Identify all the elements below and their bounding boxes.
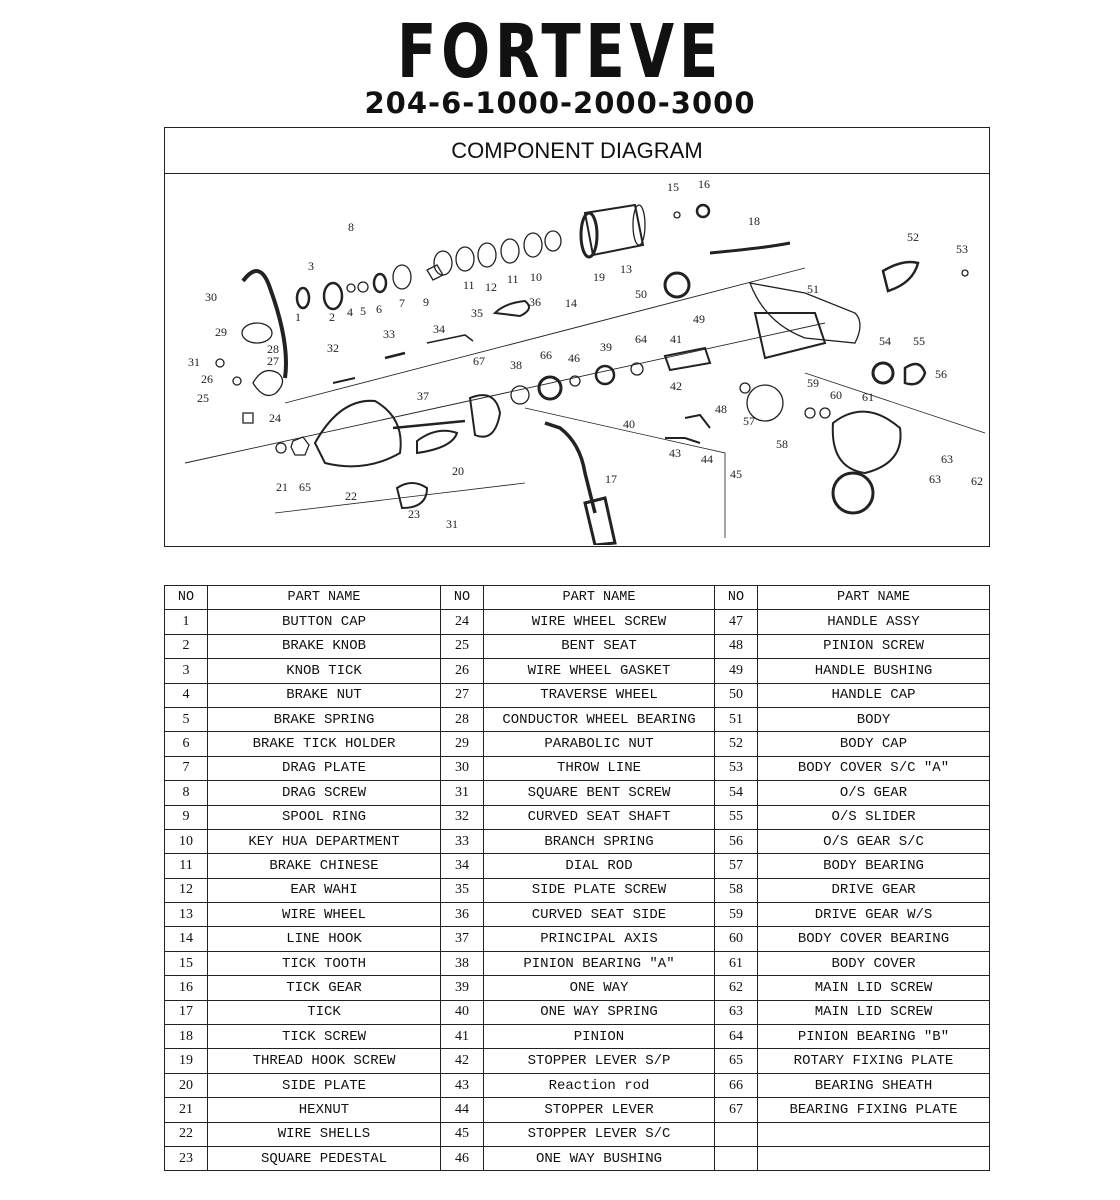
diagram-label: 20 (452, 464, 464, 478)
part-number-cell: 12 (165, 878, 208, 902)
diagram-label: 64 (635, 332, 647, 346)
part-number-cell: 44 (441, 1098, 484, 1122)
part-name-cell: WIRE WHEEL GASKET (484, 659, 715, 683)
table-row (165, 829, 990, 853)
diagram-label: 39 (600, 340, 612, 354)
part-name-cell: SIDE PLATE SCREW (484, 878, 715, 902)
diagram-label: 45 (730, 467, 742, 481)
diagram-label: 52 (907, 230, 919, 244)
part-name-cell: O/S SLIDER (758, 805, 990, 829)
part-name-cell: DIAL ROD (484, 854, 715, 878)
part-name-cell: STOPPER LEVER (484, 1098, 715, 1122)
diagram-label: 24 (269, 411, 281, 425)
diagram-label: 5 (360, 304, 366, 318)
part-number-cell: 67 (715, 1098, 758, 1122)
diagram-label: 55 (913, 334, 925, 348)
diagram-title: COMPONENT DIAGRAM (165, 128, 989, 174)
diagram-label: 7 (399, 296, 405, 310)
part-number-cell: 16 (165, 976, 208, 1000)
part-number-cell: 3 (165, 659, 208, 683)
part-number-cell: 20 (165, 1073, 208, 1097)
part-name-cell: EAR WAHI (208, 878, 441, 902)
table-row (165, 1146, 990, 1170)
part-number-cell: 42 (441, 1049, 484, 1073)
diagram-label: 58 (776, 437, 788, 451)
diagram-label: 41 (670, 332, 682, 346)
table-row (165, 707, 990, 731)
table-row (165, 781, 990, 805)
diagram-label: 63 (929, 472, 941, 486)
column-header-no: NO (441, 586, 484, 610)
part-name-cell: DRIVE GEAR W/S (758, 903, 990, 927)
exploded-view-drawing (165, 173, 988, 545)
part-number-cell: 10 (165, 829, 208, 853)
part-number-cell: 37 (441, 927, 484, 951)
part-name-cell: BEARING FIXING PLATE (758, 1098, 990, 1122)
part-name-cell (758, 1122, 990, 1146)
part-number-cell: 30 (441, 756, 484, 780)
part-number-cell: 51 (715, 707, 758, 731)
diagram-label: 22 (345, 489, 357, 503)
part-number-cell (715, 1146, 758, 1170)
part-number-cell: 54 (715, 781, 758, 805)
part-name-cell: CURVED SEAT SHAFT (484, 805, 715, 829)
part-name-cell: PINION SCREW (758, 634, 990, 658)
part-number-cell: 48 (715, 634, 758, 658)
model-numbers: 204-6-1000-2000-3000 (364, 86, 756, 120)
diagram-label: 56 (935, 367, 947, 381)
part-number-cell: 32 (441, 805, 484, 829)
part-number-cell: 15 (165, 951, 208, 975)
part-number-cell: 18 (165, 1025, 208, 1049)
part-name-cell: BODY CAP (758, 732, 990, 756)
diagram-label: 46 (568, 351, 580, 365)
part-number-cell: 2 (165, 634, 208, 658)
part-number-cell: 4 (165, 683, 208, 707)
diagram-label: 37 (417, 389, 429, 403)
table-header-row (165, 586, 990, 610)
brand-logo: FORTEVE (396, 9, 724, 95)
table-row (165, 732, 990, 756)
part-number-cell: 21 (165, 1098, 208, 1122)
part-name-cell: TICK TOOTH (208, 951, 441, 975)
part-name-cell: TICK (208, 1000, 441, 1024)
part-number-cell: 36 (441, 903, 484, 927)
component-diagram-panel (164, 127, 990, 547)
table-row (165, 634, 990, 658)
table-row (165, 1049, 990, 1073)
table-row (165, 610, 990, 634)
part-name-cell: WIRE WHEEL SCREW (484, 610, 715, 634)
table-row (165, 756, 990, 780)
diagram-label: 63 (941, 452, 953, 466)
part-number-cell: 13 (165, 903, 208, 927)
diagram-label: 1 (295, 310, 301, 324)
column-header-no: NO (715, 586, 758, 610)
part-number-cell: 8 (165, 781, 208, 805)
part-number-cell: 60 (715, 927, 758, 951)
part-number-cell: 9 (165, 805, 208, 829)
column-header-part-name: PART NAME (758, 586, 990, 610)
part-number-cell: 40 (441, 1000, 484, 1024)
part-name-cell: HANDLE BUSHING (758, 659, 990, 683)
part-name-cell: PARABOLIC NUT (484, 732, 715, 756)
part-name-cell: SPOOL RING (208, 805, 441, 829)
part-name-cell: SQUARE BENT SCREW (484, 781, 715, 805)
part-name-cell: LINE HOOK (208, 927, 441, 951)
part-number-cell: 7 (165, 756, 208, 780)
part-number-cell: 19 (165, 1049, 208, 1073)
part-name-cell: DRIVE GEAR (758, 878, 990, 902)
part-number-cell: 28 (441, 707, 484, 731)
diagram-label: 67 (473, 354, 485, 368)
diagram-label: 49 (693, 312, 705, 326)
diagram-label: 26 (201, 372, 213, 386)
diagram-label: 53 (956, 242, 968, 256)
part-name-cell: HEXNUT (208, 1098, 441, 1122)
diagram-label: 59 (807, 376, 819, 390)
diagram-label: 16 (698, 177, 710, 191)
part-number-cell: 45 (441, 1122, 484, 1146)
part-name-cell: SQUARE PEDESTAL (208, 1146, 441, 1170)
part-name-cell: ONE WAY SPRING (484, 1000, 715, 1024)
diagram-label: 36 (529, 295, 541, 309)
part-number-cell: 1 (165, 610, 208, 634)
part-number-cell: 39 (441, 976, 484, 1000)
diagram-label: 35 (471, 306, 483, 320)
part-name-cell: TRAVERSE WHEEL (484, 683, 715, 707)
part-number-cell: 25 (441, 634, 484, 658)
part-name-cell: SIDE PLATE (208, 1073, 441, 1097)
part-name-cell: WIRE SHELLS (208, 1122, 441, 1146)
diagram-label: 17 (605, 472, 617, 486)
part-number-cell: 38 (441, 951, 484, 975)
part-name-cell: BODY BEARING (758, 854, 990, 878)
diagram-label: 11 (507, 272, 519, 286)
part-number-cell: 52 (715, 732, 758, 756)
table-row (165, 976, 990, 1000)
diagram-label: 54 (879, 334, 891, 348)
part-number-cell: 53 (715, 756, 758, 780)
part-name-cell: CURVED SEAT SIDE (484, 903, 715, 927)
part-name-cell: MAIN LID SCREW (758, 976, 990, 1000)
part-number-cell: 50 (715, 683, 758, 707)
diagram-label: 34 (433, 322, 445, 336)
part-name-cell: BODY (758, 707, 990, 731)
part-number-cell: 46 (441, 1146, 484, 1170)
part-number-cell: 27 (441, 683, 484, 707)
diagram-label: 13 (620, 262, 632, 276)
table-row (165, 878, 990, 902)
part-number-cell: 65 (715, 1049, 758, 1073)
part-number-cell: 29 (441, 732, 484, 756)
diagram-label: 32 (327, 341, 339, 355)
diagram-label: 62 (971, 474, 983, 488)
part-number-cell: 41 (441, 1025, 484, 1049)
table-row (165, 1122, 990, 1146)
part-name-cell: BRAKE TICK HOLDER (208, 732, 441, 756)
part-number-cell: 22 (165, 1122, 208, 1146)
diagram-label: 21 (276, 480, 288, 494)
diagram-label: 43 (669, 446, 681, 460)
part-name-cell: BODY COVER S/C "A" (758, 756, 990, 780)
part-number-cell (715, 1122, 758, 1146)
part-number-cell: 59 (715, 903, 758, 927)
part-name-cell: TICK GEAR (208, 976, 441, 1000)
diagram-label: 61 (862, 390, 874, 404)
part-number-cell: 56 (715, 829, 758, 853)
part-number-cell: 63 (715, 1000, 758, 1024)
part-name-cell (758, 1146, 990, 1170)
column-header-part-name: PART NAME (208, 586, 441, 610)
part-name-cell: HANDLE ASSY (758, 610, 990, 634)
part-name-cell: MAIN LID SCREW (758, 1000, 990, 1024)
part-number-cell: 5 (165, 707, 208, 731)
part-name-cell: PRINCIPAL AXIS (484, 927, 715, 951)
part-number-cell: 62 (715, 976, 758, 1000)
part-name-cell: PINION BEARING "A" (484, 951, 715, 975)
diagram-label: 18 (748, 214, 760, 228)
table-row (165, 1000, 990, 1024)
diagram-label: 28 (267, 342, 279, 356)
table-row (165, 1073, 990, 1097)
table-row (165, 1025, 990, 1049)
diagram-label: 29 (215, 325, 227, 339)
table-row (165, 659, 990, 683)
diagram-label: 4 (347, 305, 353, 319)
part-name-cell: BODY COVER (758, 951, 990, 975)
diagram-label: 31 (188, 355, 200, 369)
diagram-label: 50 (635, 287, 647, 301)
part-number-cell: 55 (715, 805, 758, 829)
diagram-label: 27 (267, 354, 279, 368)
diagram-label: 30 (205, 290, 217, 304)
diagram-label: 33 (383, 327, 395, 341)
part-number-cell: 35 (441, 878, 484, 902)
part-number-cell: 47 (715, 610, 758, 634)
part-name-cell: BODY COVER BEARING (758, 927, 990, 951)
part-number-cell: 11 (165, 854, 208, 878)
parts-list-table (164, 585, 990, 1171)
table-row (165, 1098, 990, 1122)
part-number-cell: 17 (165, 1000, 208, 1024)
diagram-label: 60 (830, 388, 842, 402)
part-name-cell: KEY HUA DEPARTMENT (208, 829, 441, 853)
table-row (165, 951, 990, 975)
diagram-label: 2 (329, 310, 335, 324)
diagram-label: 15 (667, 180, 679, 194)
diagram-label: 44 (701, 452, 713, 466)
part-name-cell: DRAG SCREW (208, 781, 441, 805)
part-number-cell: 23 (165, 1146, 208, 1170)
part-name-cell: THREAD HOOK SCREW (208, 1049, 441, 1073)
part-name-cell: STOPPER LEVER S/C (484, 1122, 715, 1146)
column-header-no: NO (165, 586, 208, 610)
part-number-cell: 57 (715, 854, 758, 878)
diagram-label: 12 (485, 280, 497, 294)
part-name-cell: Reaction rod (484, 1073, 715, 1097)
part-name-cell: BRAKE KNOB (208, 634, 441, 658)
diagram-label: 31 (446, 517, 458, 531)
diagram-label: 25 (197, 391, 209, 405)
diagram-label: 23 (408, 507, 420, 521)
diagram-label: 8 (348, 220, 354, 234)
part-name-cell: KNOB TICK (208, 659, 441, 683)
table-row (165, 927, 990, 951)
diagram-label: 11 (463, 278, 475, 292)
diagram-label: 14 (565, 296, 577, 310)
part-name-cell: ROTARY FIXING PLATE (758, 1049, 990, 1073)
diagram-label: 10 (530, 270, 542, 284)
part-number-cell: 66 (715, 1073, 758, 1097)
table-row (165, 903, 990, 927)
diagram-label: 38 (510, 358, 522, 372)
column-header-part-name: PART NAME (484, 586, 715, 610)
part-name-cell: CONDUCTOR WHEEL BEARING (484, 707, 715, 731)
part-name-cell: WIRE WHEEL (208, 903, 441, 927)
table-row (165, 805, 990, 829)
part-name-cell: O/S GEAR (758, 781, 990, 805)
part-name-cell: PINION BEARING "B" (758, 1025, 990, 1049)
diagram-label: 48 (715, 402, 727, 416)
part-name-cell: TICK SCREW (208, 1025, 441, 1049)
part-number-cell: 61 (715, 951, 758, 975)
part-name-cell: BEARING SHEATH (758, 1073, 990, 1097)
diagram-label: 3 (308, 259, 314, 273)
part-name-cell: STOPPER LEVER S/P (484, 1049, 715, 1073)
part-name-cell: BENT SEAT (484, 634, 715, 658)
part-number-cell: 26 (441, 659, 484, 683)
part-name-cell: BRAKE NUT (208, 683, 441, 707)
part-name-cell: THROW LINE (484, 756, 715, 780)
diagram-label: 6 (376, 302, 382, 316)
diagram-label: 9 (423, 295, 429, 309)
part-number-cell: 34 (441, 854, 484, 878)
diagram-label: 65 (299, 480, 311, 494)
diagram-label: 51 (807, 282, 819, 296)
part-number-cell: 58 (715, 878, 758, 902)
part-number-cell: 64 (715, 1025, 758, 1049)
part-name-cell: ONE WAY BUSHING (484, 1146, 715, 1170)
part-name-cell: BRAKE CHINESE (208, 854, 441, 878)
part-name-cell: HANDLE CAP (758, 683, 990, 707)
part-name-cell: ONE WAY (484, 976, 715, 1000)
part-number-cell: 33 (441, 829, 484, 853)
part-number-cell: 43 (441, 1073, 484, 1097)
diagram-label: 42 (670, 379, 682, 393)
part-name-cell: PINION (484, 1025, 715, 1049)
part-name-cell: BUTTON CAP (208, 610, 441, 634)
part-number-cell: 24 (441, 610, 484, 634)
diagram-label: 40 (623, 417, 635, 431)
diagram-label: 57 (743, 414, 755, 428)
part-name-cell: O/S GEAR S/C (758, 829, 990, 853)
part-number-cell: 49 (715, 659, 758, 683)
diagram-label: 66 (540, 348, 552, 362)
part-number-cell: 14 (165, 927, 208, 951)
part-name-cell: DRAG PLATE (208, 756, 441, 780)
part-name-cell: BRANCH SPRING (484, 829, 715, 853)
part-number-cell: 31 (441, 781, 484, 805)
table-row (165, 683, 990, 707)
table-row (165, 854, 990, 878)
part-name-cell: BRAKE SPRING (208, 707, 441, 731)
part-number-cell: 6 (165, 732, 208, 756)
diagram-label: 19 (593, 270, 605, 284)
